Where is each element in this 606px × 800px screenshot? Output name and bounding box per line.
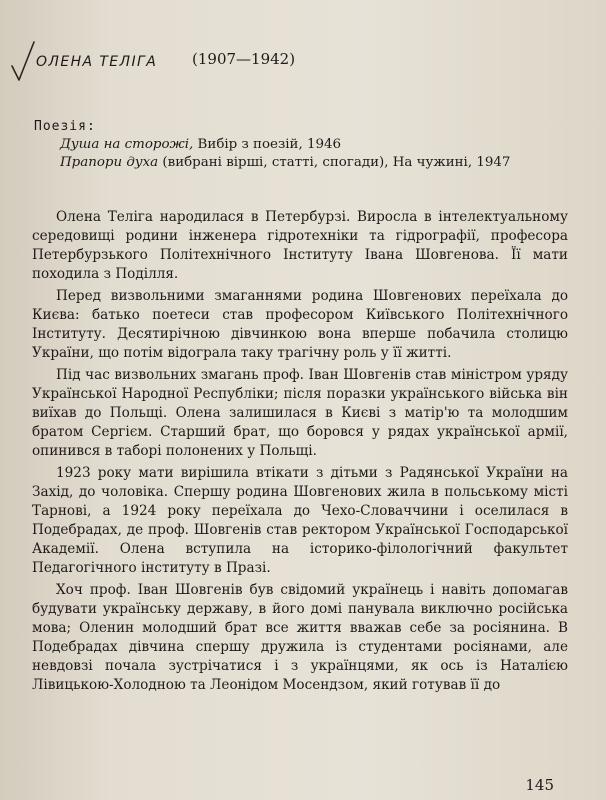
biography-text <box>32 208 568 698</box>
author-heading <box>30 46 590 76</box>
poetry-label: Поезія: <box>34 119 96 134</box>
book-entry <box>34 154 564 172</box>
paragraph: Під час визвольних змагань проф. Іван Шовгенів став міністром уряду Української Народної Республіки; після поразки українського війська він виїхав до Польщі. Олена залишилася в Києві з матір'ю та молодшим братом Сергієм. Старший брат, що боровся у рядах української армії, опинився в таборі полонених у Польщі. <box>32 367 568 459</box>
book-details: (вибрані вірші, статті, спогади), На чужині, 1947 <box>158 155 511 170</box>
book-title: Прапори духа <box>60 155 159 170</box>
paragraph: Олена Теліга народилася в Петербурзі. Виросла в інтелектуальному середовищі родини інженера гідротехніки та гідрографії, професора Петербурзького Політехнічного Інституту Івана Шовгенова. Її мати походила з Поділля. <box>32 209 568 282</box>
author-years: (1907—1942) <box>192 50 296 68</box>
paragraph: Хоч проф. Іван Шовгенів був свідомий українець і навіть допомагав будувати українську державу, в його домі панувала виключно російська мова; Оленин молодший брат все життя вважав себе за росіянина. В Подебрадах дівчина спершу дружила із студентами росіянами, але невдовзі почала зустрічатися і з українцями, як ось із Наталією Лівицькою-Холодною та Леонідом Мосендзом, який готував її до <box>32 582 568 693</box>
book-title: Душа на сторожі, <box>60 137 194 152</box>
paragraph: 1923 року мати вирішила втікати з дітьми з Радянської України на Захід, до чоловіка. Спершу родина Шовгенових жила в польському місті Тарнові, а 1924 року переїхала до Чехо-Словаччини і оселилася в Подебрадах, де проф. Шовгенів став ректором Української Господарської Академії. Олена вступила на історико-філологічний факультет Педагогічного інституту в Празі. <box>32 465 568 576</box>
paragraph: Перед визвольними змаганнями родина Шовгенових переїхала до Києва: батько поетеси став професором Київського Політехнічного Інституту. Десятирічною дівчинкою вона вперше побачила столицю України, що потім відограла таку трагічну роль у її житті. <box>32 288 568 361</box>
author-name: ОЛЕНА ТЕЛІГА <box>36 54 158 70</box>
poetry-section <box>34 118 564 172</box>
page-number: 145 <box>525 776 554 794</box>
book-details: Вибір з поезій, 1946 <box>193 137 342 152</box>
book-entry <box>34 136 564 154</box>
